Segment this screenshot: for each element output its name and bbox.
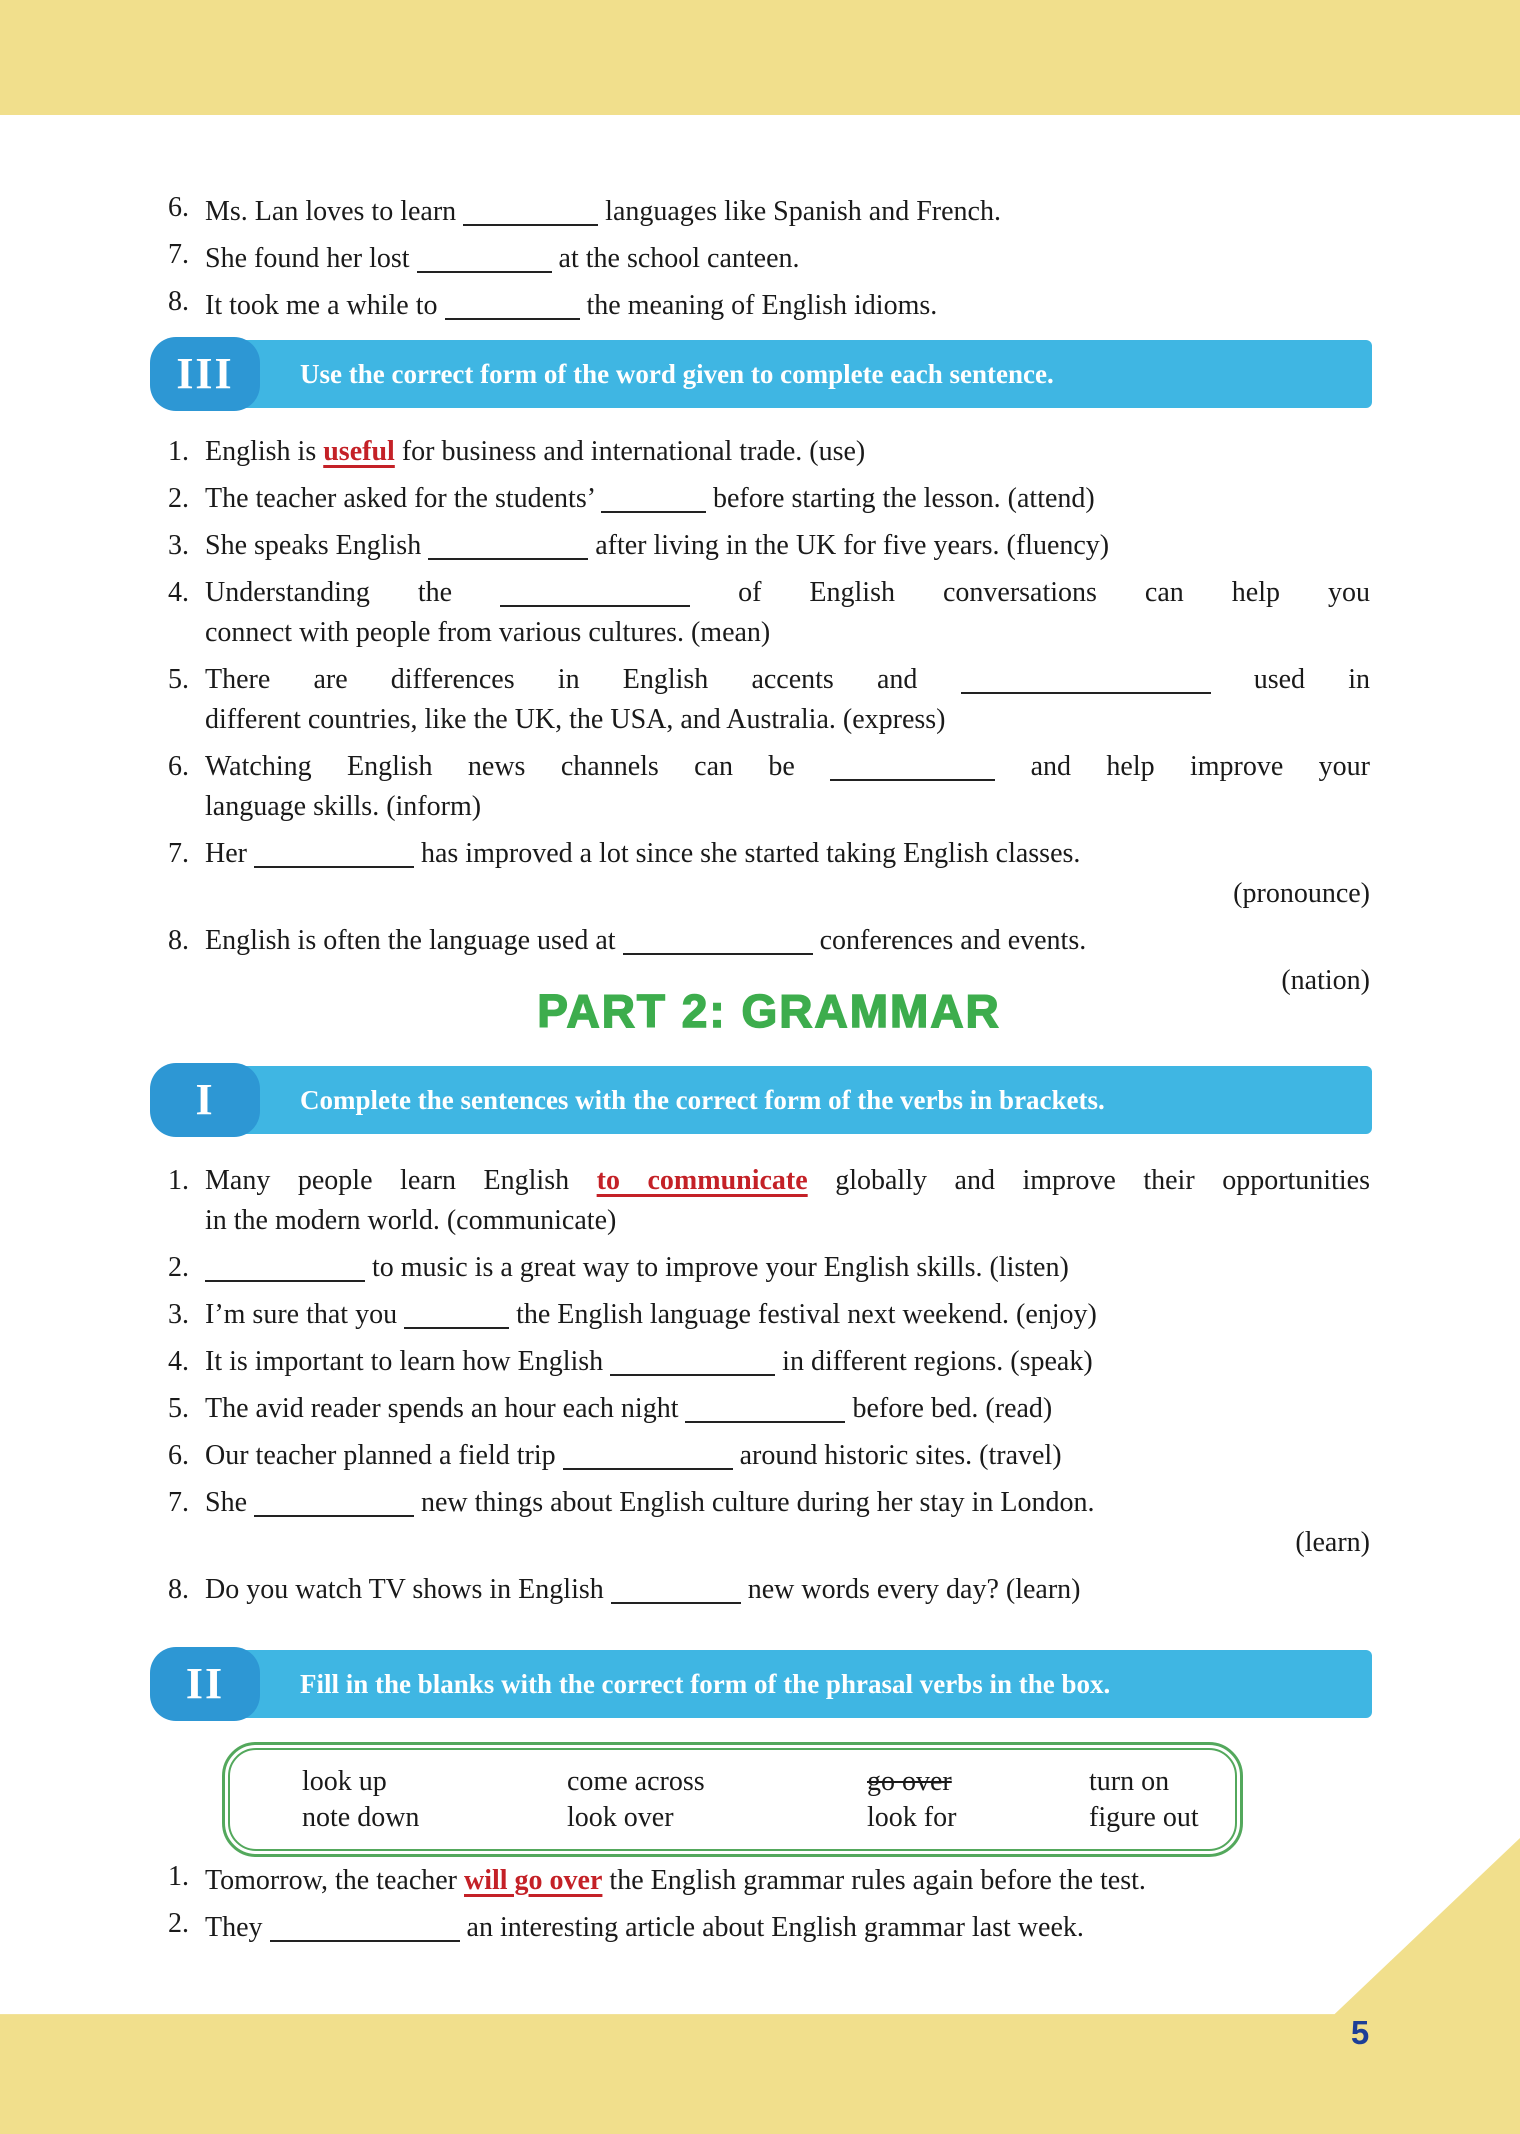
exercise-item: 6. Watching English news channels can be and help improve your language skills. (inform) — [168, 747, 1370, 827]
phrasal-verb: look up — [302, 1765, 387, 1797]
section-banner-ii — [185, 1650, 1372, 1718]
phrasal-verb-grid — [228, 1748, 1237, 1851]
written-answer: will go over — [464, 1865, 603, 1896]
exercise-item: 1. English is useful for business and international trade. (use) — [168, 432, 1370, 472]
phrasal-verb: go over — [867, 1765, 952, 1797]
exercise-item: 8. English is often the language used at conferences and events. (nation) — [168, 921, 1370, 1001]
answer-blank — [254, 866, 414, 868]
exercise-item: 4. It is important to learn how English in different regions. (speak) — [168, 1342, 1370, 1382]
exercise-item: 7. She new things about English culture during her stay in London. (learn) — [168, 1483, 1370, 1563]
item-number: 2. — [168, 483, 189, 514]
item-number: 6. — [168, 1440, 189, 1471]
item-number: 8. — [168, 286, 189, 317]
exercise-item: 5. There are differences in English accents and used in different countries, like the UK, the USA, and Australia. (express) — [168, 660, 1370, 740]
exercise-item: 6. Our teacher planned a field trip around historic sites. (travel) — [168, 1436, 1370, 1476]
answer-blank — [500, 605, 690, 607]
answer-blank — [404, 1327, 509, 1329]
item-number: 1. — [168, 1165, 189, 1196]
item-number: 7. — [168, 239, 189, 270]
item-number: 8. — [168, 1574, 189, 1605]
written-answer: useful — [323, 436, 395, 467]
exercise-item: 8. It took me a while to the meaning of English idioms. — [168, 282, 1370, 329]
exercise-item: 2. The teacher asked for the students’ before starting the lesson. (attend) — [168, 479, 1370, 519]
exercise-item: 2. They an interesting article about English grammar last week. — [168, 1904, 1370, 1951]
page-number: 5 — [1350, 2014, 1370, 2051]
item-number: 1. — [168, 436, 189, 467]
exercise-item: 3. I’m sure that you the English language festival next weekend. (enjoy) — [168, 1295, 1370, 1335]
phrasal-verb: come across — [567, 1765, 705, 1797]
item-number: 4. — [168, 1346, 189, 1377]
item-number: 3. — [168, 530, 189, 561]
exercise-item: 5. The avid reader spends an hour each night before bed. (read) — [168, 1389, 1370, 1429]
item-number: 2. — [168, 1252, 189, 1283]
exercise-item: 1. Many people learn English to communicate globally and improve their opportunities in the modern world. (communicate) — [168, 1161, 1370, 1241]
phrasal-verb: note down — [302, 1801, 420, 1833]
answer-blank — [611, 1602, 741, 1604]
section-ii-badge: II — [150, 1647, 260, 1721]
section-iii-title: Use the correct form of the word given to complete each sentence. — [300, 359, 1054, 389]
section-banner-iii — [176, 340, 1372, 408]
answer-blank — [563, 1468, 733, 1470]
section-banner-i — [195, 1066, 1372, 1134]
answer-blank — [205, 1280, 365, 1282]
phrasal-verb: look over — [567, 1801, 674, 1833]
item-number: 7. — [168, 1487, 189, 1518]
item-number: 1. — [168, 1861, 189, 1892]
answer-blank — [417, 271, 552, 273]
item-number: 6. — [168, 751, 189, 782]
answer-blank — [961, 692, 1211, 694]
answer-blank — [445, 318, 580, 320]
phrasal-verb-box — [222, 1742, 1243, 1857]
section-i-badge: I — [150, 1063, 260, 1137]
phrasal-verb: look for — [867, 1801, 957, 1833]
section-iii-badge: III — [150, 337, 260, 411]
item-number: 6. — [168, 192, 189, 223]
section-iii-items — [168, 432, 1370, 1008]
exercise-intro-items — [168, 188, 1370, 329]
exercise-item: 2. to music is a great way to improve your English skills. (listen) — [168, 1248, 1370, 1288]
item-number: 5. — [168, 1393, 189, 1424]
answer-blank — [463, 224, 598, 226]
section-i-items — [168, 1161, 1370, 1617]
exercise-item: 3. She speaks English after living in the UK for five years. (fluency) — [168, 526, 1370, 566]
exercise-item: 1. Tomorrow, the teacher will go over the English grammar rules again before the test. — [168, 1857, 1370, 1904]
item-number: 7. — [168, 838, 189, 869]
item-number: 2. — [168, 1908, 189, 1939]
item-number: 4. — [168, 577, 189, 608]
answer-blank — [610, 1374, 775, 1376]
section-ii-title: Fill in the blanks with the correct form of the phrasal verbs in the box. — [300, 1669, 1111, 1699]
top-yellow-band — [0, 0, 1520, 115]
item-number: 5. — [168, 664, 189, 695]
answer-blank — [428, 558, 588, 560]
written-answer: to communicate — [596, 1165, 808, 1196]
answer-blank — [623, 953, 813, 955]
answer-blank — [830, 779, 995, 781]
phrasal-verb: figure out — [1089, 1801, 1199, 1833]
section-i-title: Complete the sentences with the correct form of the verbs in brackets. — [300, 1085, 1105, 1115]
exercise-item: 8. Do you watch TV shows in English new words every day? (learn) — [168, 1570, 1370, 1610]
phrasal-verb: turn on — [1089, 1765, 1170, 1797]
exercise-item: 7. Her has improved a lot since she started taking English classes. (pronounce) — [168, 834, 1370, 914]
answer-blank — [270, 1940, 460, 1942]
exercise-item: 4. Understanding the of English conversations can help you connect with people from various cultures. (mean) — [168, 573, 1370, 653]
answer-blank — [685, 1421, 845, 1423]
item-number: 3. — [168, 1299, 189, 1330]
item-number: 8. — [168, 925, 189, 956]
exercise-item: 7. She found her lost at the school canteen. — [168, 235, 1370, 282]
answer-blank — [601, 511, 706, 513]
section-ii-items — [168, 1857, 1370, 1951]
answer-blank — [254, 1515, 414, 1517]
part-title: PART 2: GRAMMAR — [537, 985, 1001, 1037]
exercise-item: 6. Ms. Lan loves to learn languages like Spanish and French. — [168, 188, 1370, 235]
